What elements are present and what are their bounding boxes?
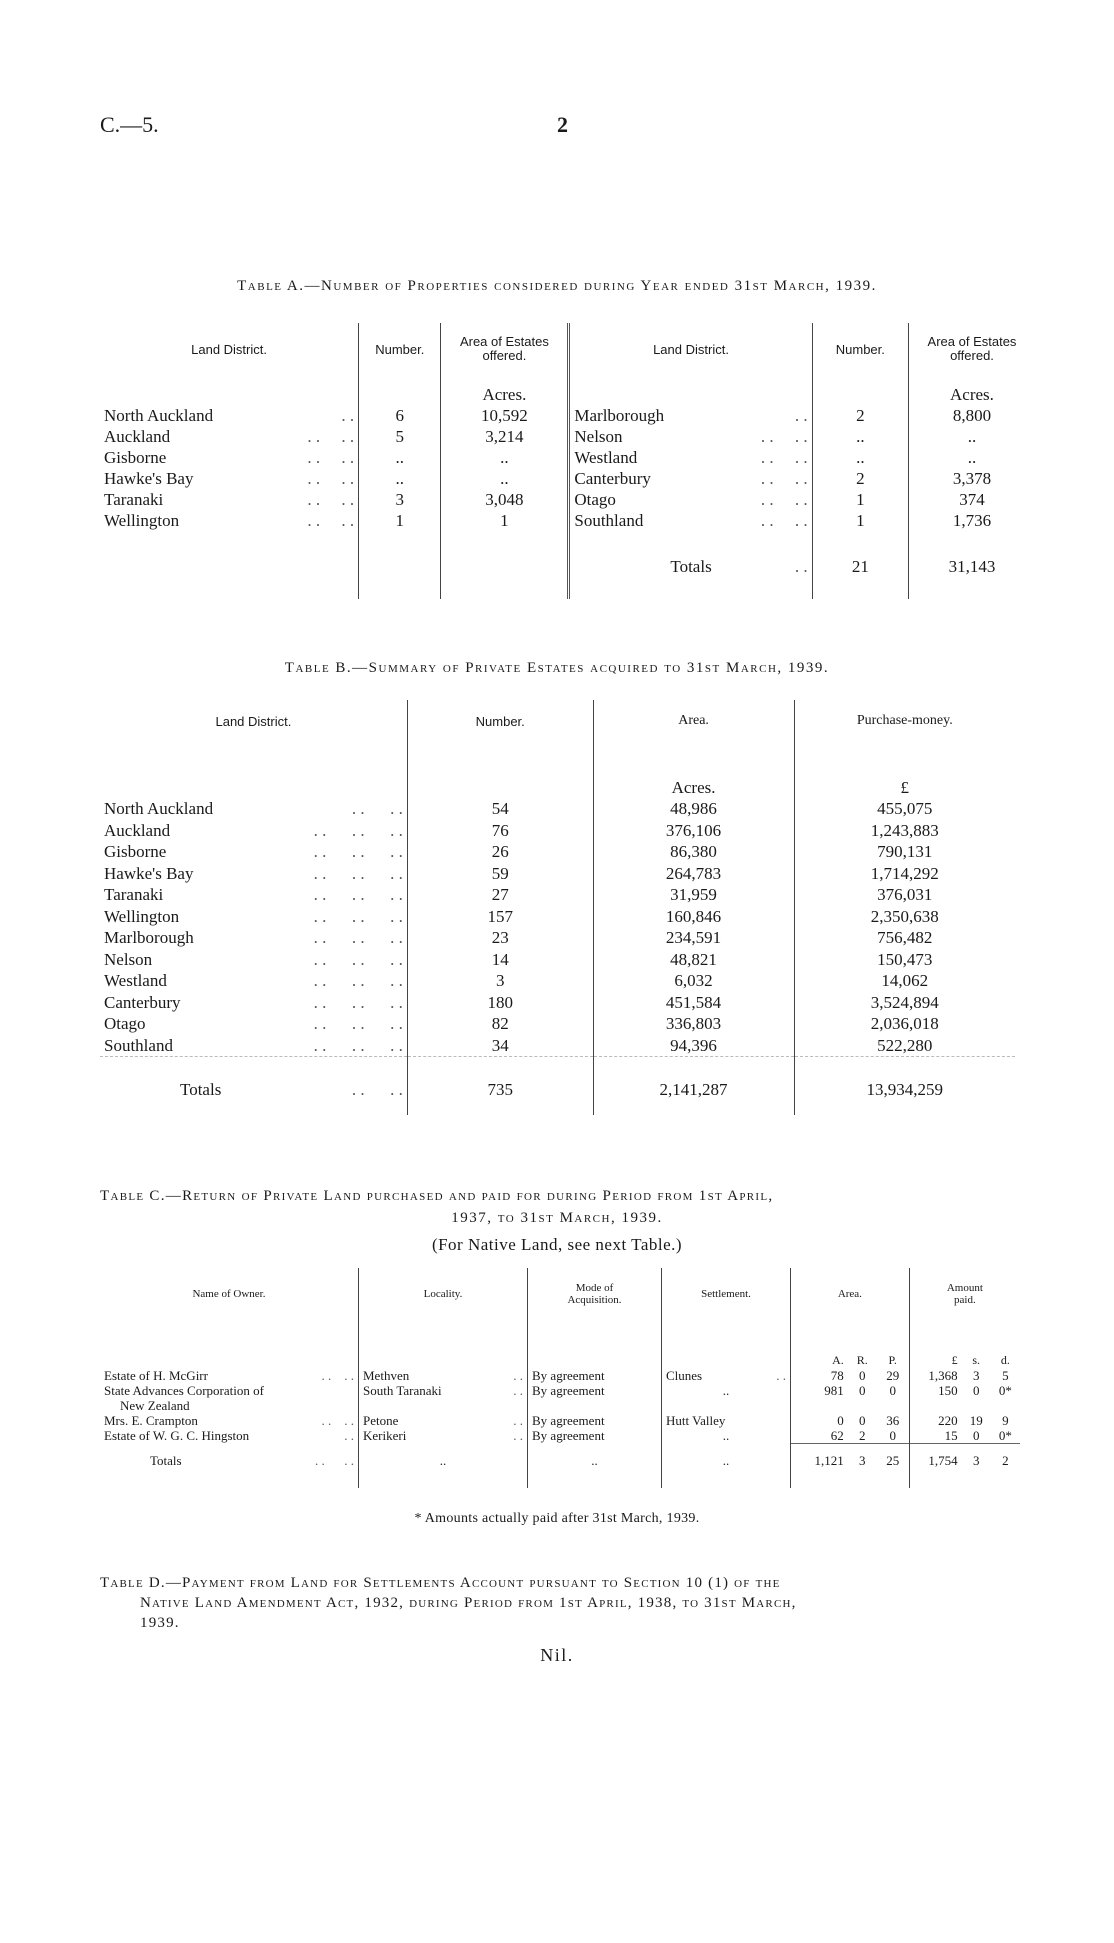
- table-row: Taranaki . . . . 3 3,048 Otago . . . . 1 374: [100, 489, 1035, 510]
- table-row: Nelson . . . . . . 14 48,821 150,473: [100, 949, 1015, 971]
- col-amount: [909, 1268, 1020, 1320]
- area-cell: 48,986: [593, 798, 794, 820]
- totals-number: 21: [812, 531, 908, 577]
- area-cell: 234,591: [593, 927, 794, 949]
- amount-shillings: 19: [969, 1413, 983, 1428]
- mode-cell: By agreement: [528, 1413, 662, 1428]
- table-d-body: Nil.: [540, 1645, 574, 1665]
- col-mode-line1: Mode of: [575, 1282, 614, 1294]
- district-name: Hawke's Bay: [104, 863, 194, 883]
- col-area: Area.: [791, 1268, 910, 1320]
- table-c-caption-line2: 1937, to 31st March, 1939.: [451, 1210, 663, 1226]
- money-cell: 790,131: [794, 841, 1015, 863]
- col-area-line1: Area of Estates: [459, 334, 549, 349]
- settlement-cell: Clunes: [666, 1368, 703, 1383]
- number-cell: ..: [359, 447, 441, 468]
- area-unit: Acres.: [441, 375, 569, 405]
- money-cell: 2,036,018: [794, 1013, 1015, 1035]
- area-acres: 0: [791, 1413, 848, 1428]
- district-name: Taranaki: [104, 490, 164, 509]
- locality-cell: Methven: [363, 1368, 410, 1383]
- totals-pounds: 1,754: [909, 1444, 961, 1478]
- totals-acres: 1,121: [791, 1444, 848, 1478]
- district-name: Nelson: [574, 427, 623, 446]
- totals-locality: ..: [359, 1444, 528, 1478]
- number-cell: 1: [812, 489, 908, 510]
- col-area-right-line2: offered.: [950, 348, 994, 363]
- unit-pence: d.: [1000, 1353, 1010, 1367]
- table-d-caption: [100, 1573, 1025, 1633]
- number-cell: 1: [359, 510, 441, 531]
- district-name: Hawke's Bay: [104, 469, 194, 488]
- mode-cell: By agreement: [528, 1428, 662, 1444]
- area-perches: 36: [886, 1413, 900, 1428]
- col-area-right-line1: Area of Estates: [927, 334, 1017, 349]
- totals-pence: 2: [991, 1444, 1020, 1478]
- table-row: Wellington . . . . 1 1 Southland . . . . 1 1,736: [100, 510, 1035, 531]
- mode-cell: By agreement: [528, 1383, 662, 1413]
- table-row: Otago . . . . . . 82 336,803 2,036,018: [100, 1013, 1015, 1035]
- area-acres: 78: [791, 1368, 848, 1383]
- district-name: Auckland: [104, 820, 171, 840]
- col-number: Number.: [407, 700, 593, 742]
- table-row: Westland . . . . . . 3 6,032 14,062: [100, 970, 1015, 992]
- number-cell: 59: [407, 863, 593, 885]
- table-d-caption-line3: 1939.: [140, 1615, 180, 1631]
- district-name: Canterbury: [104, 992, 181, 1012]
- district-name: Southland: [104, 1035, 173, 1055]
- district-name: Otago: [574, 490, 616, 509]
- money-cell: 522,280: [794, 1035, 1015, 1057]
- locality-cell: Petone: [363, 1413, 399, 1428]
- table-row: Gisborne . . . . . . 26 86,380 790,131: [100, 841, 1015, 863]
- col-district: Land District.: [215, 713, 292, 729]
- number-cell: 157: [407, 906, 593, 928]
- unit-roods: R.: [856, 1353, 868, 1367]
- settlement-cell: ..: [662, 1383, 791, 1413]
- money-cell: 3,524,894: [794, 992, 1015, 1014]
- col-owner: Name of Owner.: [192, 1288, 266, 1300]
- area-acres: 981: [791, 1383, 848, 1413]
- table-d-caption-line2: Native Land Amendment Act, 1932, during Period from 1st April, 1938, to 31st March,: [140, 1595, 797, 1611]
- amount-pounds: 15: [909, 1428, 961, 1444]
- money-unit: £: [794, 742, 1015, 798]
- totals-area: 2,141,287: [593, 1057, 794, 1101]
- area-cell: 31,959: [593, 884, 794, 906]
- owner-name: State Advances Corporation of: [104, 1383, 264, 1398]
- number-cell: 23: [407, 927, 593, 949]
- district-name: Southland: [574, 511, 644, 530]
- area-cell: 374: [908, 489, 1035, 510]
- area-acres: 62: [791, 1428, 848, 1444]
- number-cell: 2: [812, 405, 908, 426]
- table-c-footnote: * Amounts actually paid after 31st March, 1939.: [414, 1511, 700, 1526]
- totals-perches: 25: [877, 1444, 910, 1478]
- col-number-right: Number.: [812, 323, 908, 375]
- number-cell: 54: [407, 798, 593, 820]
- number-cell: 2: [812, 468, 908, 489]
- number-cell: 14: [407, 949, 593, 971]
- totals-label: Totals: [670, 557, 712, 576]
- area-cell: 160,846: [593, 906, 794, 928]
- number-cell: ..: [812, 447, 908, 468]
- money-cell: 455,075: [794, 798, 1015, 820]
- table-b-caption: Table B.—Summary of Private Estates acquired to 31st March, 1939.: [284, 660, 830, 676]
- area-unit: Acres.: [593, 742, 794, 798]
- area-unit-right: Acres.: [908, 375, 1035, 405]
- number-cell: 82: [407, 1013, 593, 1035]
- area-roods: 0: [858, 1413, 866, 1428]
- number-cell: 3: [407, 970, 593, 992]
- totals-money: 13,934,259: [794, 1057, 1015, 1101]
- table-row: Auckland . . . . 5 3,214 Nelson . . . . .. ..: [100, 426, 1035, 447]
- totals-label: Totals: [150, 1453, 182, 1468]
- money-cell: 1,243,883: [794, 820, 1015, 842]
- area-cell: 3,214: [441, 426, 569, 447]
- money-cell: 14,062: [794, 970, 1015, 992]
- totals-roods: 3: [848, 1444, 877, 1478]
- district-name: Marlborough: [104, 928, 194, 947]
- col-amount-line1: Amount: [946, 1282, 983, 1294]
- totals-area: 31,143: [908, 531, 1035, 577]
- number-cell: 3: [359, 489, 441, 510]
- table-row: Wellington . . . . . . 157 160,846 2,350,638: [100, 906, 1015, 928]
- number-cell: ..: [359, 468, 441, 489]
- table-row: Southland . . . . . . 34 94,396 522,280: [100, 1035, 1015, 1057]
- area-perches: 0: [889, 1383, 896, 1398]
- area-cell: 1: [441, 510, 569, 531]
- district-name: Gisborne: [104, 842, 167, 861]
- area-cell: 10,592: [441, 405, 569, 426]
- totals-shillings: 3: [962, 1444, 991, 1478]
- table-d-caption-line1: Table D.—Payment from Land for Settlements Account pursuant to Section 10 (1) of the: [100, 1575, 781, 1591]
- district-name: Wellington: [104, 906, 180, 926]
- area-perches: 29: [886, 1368, 900, 1383]
- table-row: Taranaki . . . . . . 27 31,959 376,031: [100, 884, 1015, 906]
- area-cell: 1,736: [908, 510, 1035, 531]
- area-cell: 376,106: [593, 820, 794, 842]
- owner-name: Mrs. E. Crampton: [104, 1413, 198, 1428]
- area-roods: 0: [858, 1368, 866, 1383]
- area-cell: ..: [908, 447, 1035, 468]
- table-a: [100, 323, 1035, 599]
- district-name: North Auckland: [104, 799, 214, 818]
- owner-name: Estate of H. McGirr: [104, 1368, 208, 1383]
- area-cell: 8,800: [908, 405, 1035, 426]
- amount-shillings: 0: [972, 1383, 980, 1398]
- table-row: Hawke's Bay . . . . . . 59 264,783 1,714,292: [100, 863, 1015, 885]
- table-row: Canterbury . . . . . . 180 451,584 3,524,894: [100, 992, 1015, 1014]
- money-cell: 756,482: [794, 927, 1015, 949]
- totals-settlement: ..: [662, 1444, 791, 1478]
- document-reference: C.—5.: [100, 112, 159, 137]
- table-row: State Advances Corporation of New Zealand South Taranaki . . By agreement .. 981 0 0 150 0 0*: [100, 1383, 1020, 1413]
- area-cell: 3,378: [908, 468, 1035, 489]
- number-cell: 34: [407, 1035, 593, 1057]
- area-cell: 3,048: [441, 489, 569, 510]
- table-row: North Auckland . . 6 10,592 Marlborough . . 2 8,800: [100, 405, 1035, 426]
- table-row: Marlborough . . . . . . 23 234,591 756,482: [100, 927, 1015, 949]
- number-cell: 1: [812, 510, 908, 531]
- col-mode: [528, 1268, 662, 1320]
- col-district: Land District.: [191, 341, 267, 357]
- area-cell: 48,821: [593, 949, 794, 971]
- money-cell: 150,473: [794, 949, 1015, 971]
- col-district-right: Land District.: [569, 323, 812, 375]
- number-cell: 5: [359, 426, 441, 447]
- table-a-caption: Table A.—Number of Properties considered during Year ended 31st March, 1939.: [237, 278, 877, 294]
- number-cell: 27: [407, 884, 593, 906]
- area-cell: 6,032: [593, 970, 794, 992]
- table-c-subcaption: (For Native Land, see next Table.): [431, 1235, 683, 1254]
- number-cell: ..: [812, 426, 908, 447]
- amount-pence: 9: [1002, 1413, 1009, 1428]
- amount-pounds: 150: [909, 1383, 961, 1413]
- table-b: [100, 700, 1015, 1115]
- table-c-caption-line1: Table C.—Return of Private Land purchased and paid for during Period from 1st April,: [100, 1188, 774, 1204]
- area-cell: 451,584: [593, 992, 794, 1014]
- area-roods: 0: [858, 1383, 866, 1398]
- table-row: Estate of W. G. C. Hingston . . Kerikeri . . By agreement .. 62 2 0 15 0 0*: [100, 1428, 1020, 1444]
- area-cell: ..: [441, 468, 569, 489]
- totals-label: Totals: [180, 1080, 222, 1099]
- page-number: 2: [557, 112, 568, 137]
- area-cell: 94,396: [593, 1035, 794, 1057]
- area-cell: 336,803: [593, 1013, 794, 1035]
- amount-shillings: 3: [972, 1368, 980, 1383]
- col-settlement: Settlement.: [662, 1268, 791, 1320]
- settlement-cell: ..: [662, 1428, 791, 1444]
- amount-pounds: 220: [909, 1413, 961, 1428]
- table-c: [100, 1268, 1020, 1488]
- number-cell: 180: [407, 992, 593, 1014]
- district-name: North Auckland: [104, 406, 214, 425]
- owner-name: Estate of W. G. C. Hingston: [104, 1428, 250, 1443]
- district-name: Westland: [104, 971, 167, 990]
- district-name: Otago: [104, 1014, 146, 1033]
- district-name: Auckland: [104, 427, 171, 446]
- number-cell: 6: [359, 405, 441, 426]
- totals-row: Totals . . 21 31,143: [100, 531, 1035, 577]
- area-perches: 0: [889, 1428, 896, 1443]
- amount-pence: 0*: [998, 1428, 1012, 1443]
- amount-shillings: 0: [972, 1428, 980, 1443]
- number-cell: 26: [407, 841, 593, 863]
- table-row: Estate of H. McGirr . . . . Methven . . By agreement Clunes . . 78 0 29 1,368 3 5: [100, 1368, 1020, 1383]
- locality-cell: Kerikeri: [363, 1428, 407, 1443]
- table-row: Auckland . . . . . . 76 376,106 1,243,883: [100, 820, 1015, 842]
- district-name: Westland: [574, 448, 638, 467]
- table-row: Mrs. E. Crampton . . . . Petone . . By agreement Hutt Valley 0 0 36 220 19 9: [100, 1413, 1020, 1428]
- unit-pounds: £: [909, 1320, 961, 1368]
- table-row: North Auckland . . . . 54 48,986 455,075: [100, 798, 1015, 820]
- mode-cell: By agreement: [528, 1368, 662, 1383]
- col-purchase-money: Purchase-money.: [794, 700, 1015, 742]
- money-cell: 376,031: [794, 884, 1015, 906]
- col-locality: Locality.: [359, 1268, 528, 1320]
- district-name: Wellington: [104, 511, 180, 530]
- col-area: Area.: [593, 700, 794, 742]
- col-area: [441, 323, 569, 375]
- totals-number: 735: [407, 1057, 593, 1101]
- table-row: Gisborne . . . . .. .. Westland . . . . .. ..: [100, 447, 1035, 468]
- unit-shillings: s.: [972, 1353, 981, 1367]
- district-name: Taranaki: [104, 885, 164, 904]
- totals-row: Totals . . . . 735 2,141,287 13,934,259: [100, 1057, 1015, 1101]
- table-row: Hawke's Bay . . . . .. .. Canterbury . . . . 2 3,378: [100, 468, 1035, 489]
- settlement-cell: Hutt Valley: [662, 1413, 791, 1428]
- totals-row: Totals . . . . .. .. .. 1,121 3 25 1,754 3 2: [100, 1444, 1020, 1478]
- unit-perches: P.: [888, 1353, 897, 1367]
- col-area-right: [908, 323, 1035, 375]
- area-cell: ..: [441, 447, 569, 468]
- col-number: Number.: [359, 323, 441, 375]
- area-cell: 264,783: [593, 863, 794, 885]
- unit-acres: A.: [791, 1320, 848, 1368]
- area-roods: 2: [858, 1428, 866, 1443]
- district-name: Canterbury: [574, 469, 651, 488]
- owner-name-continued: New Zealand: [120, 1398, 190, 1413]
- totals-mode: ..: [528, 1444, 662, 1478]
- district-name: Nelson: [104, 949, 153, 969]
- money-cell: 2,350,638: [794, 906, 1015, 928]
- district-name: Marlborough: [574, 406, 665, 425]
- money-cell: 1,714,292: [794, 863, 1015, 885]
- area-cell: 86,380: [593, 841, 794, 863]
- amount-pounds: 1,368: [909, 1368, 961, 1383]
- amount-pence: 5: [1002, 1368, 1009, 1383]
- col-area-line2: offered.: [482, 348, 527, 363]
- locality-cell: South Taranaki: [363, 1383, 442, 1398]
- col-amount-line2: paid.: [954, 1294, 976, 1306]
- col-mode-line2: Acquisition.: [567, 1294, 622, 1306]
- amount-pence: 0*: [998, 1383, 1012, 1398]
- district-name: Gisborne: [104, 448, 167, 467]
- number-cell: 76: [407, 820, 593, 842]
- area-cell: ..: [908, 426, 1035, 447]
